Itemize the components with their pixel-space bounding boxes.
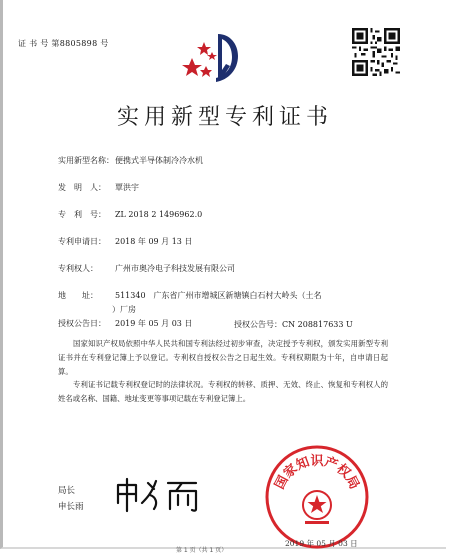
seal-date: 2019 年 05 月 03 日 [285, 539, 358, 548]
director-title: 局长 [58, 486, 76, 496]
inventor-value: 覃洪宇 [115, 183, 139, 192]
utility-model-name-value: 便携式半导体制冷冷水机 [115, 156, 203, 165]
patentee-row [58, 264, 235, 274]
inventor-row [58, 183, 139, 193]
grant-number-row [234, 319, 353, 330]
patentee-label: 专利权人： [58, 264, 98, 273]
grant-date-label: 授权公告日： [58, 319, 106, 328]
patent-number-row [58, 210, 203, 220]
grant-date-row [58, 319, 193, 329]
seal-text: 国家知识产权局 [272, 454, 362, 492]
patent-number-label: 专 利 号： [58, 210, 106, 219]
grant-number-value: CN 208817633 U [282, 320, 353, 329]
address-label: 地 址： [58, 291, 98, 300]
grant-statement-paragraph: 国家知识产权局依照中华人民共和国专利法经过初步审查，决定授予专利权，颁发实用新型专利证书并在专利登记簿上予以登记。专利权自授权公告之日起生效。专利权期限为十年，自申请日起算。 [58, 339, 388, 376]
address-value-line-2: ）厂房 [112, 305, 136, 314]
certificate-number: 证 书 号 第8805898 号 [18, 39, 109, 48]
address-row [58, 291, 322, 301]
page-indicator: 第 1 页（共 1 页） [176, 547, 228, 554]
patent-number-value: ZL 2018 2 1496962.0 [115, 210, 203, 219]
filing-date-value: 2018 年 09 月 13 日 [115, 237, 193, 246]
inventor-label: 发 明 人： [58, 183, 106, 192]
director-signature-icon [112, 475, 204, 515]
utility-model-name-label: 实用新型名称： [58, 156, 114, 165]
certificate-title: 实用新型专利证书 [116, 105, 333, 130]
official-seal-icon [263, 443, 371, 551]
qr-code-icon [352, 28, 400, 76]
cnipa-logo-icon [178, 28, 248, 86]
utility-model-name-row [58, 156, 203, 166]
grant-number-label: 授权公告号： [234, 320, 282, 329]
filing-date-label: 专利申请日： [58, 237, 106, 246]
grant-date-value: 2019 年 05 月 03 日 [115, 319, 193, 328]
patentee-value: 广州市奥冷电子科技发展有限公司 [115, 264, 235, 273]
legal-status-paragraph: 专利证书记载专利权登记时的法律状况。专利权的转移、质押、无效、终止、恢复和专利权人的姓名或名称、国籍、地址变更等事项记载在专利登记簿上。 [58, 380, 388, 403]
director-name: 申长雨 [58, 502, 84, 512]
address-value-line-1: 511340 广东省广州市增城区新塘镇白石村大岭头（土名 [115, 291, 322, 300]
filing-date-row [58, 237, 193, 247]
